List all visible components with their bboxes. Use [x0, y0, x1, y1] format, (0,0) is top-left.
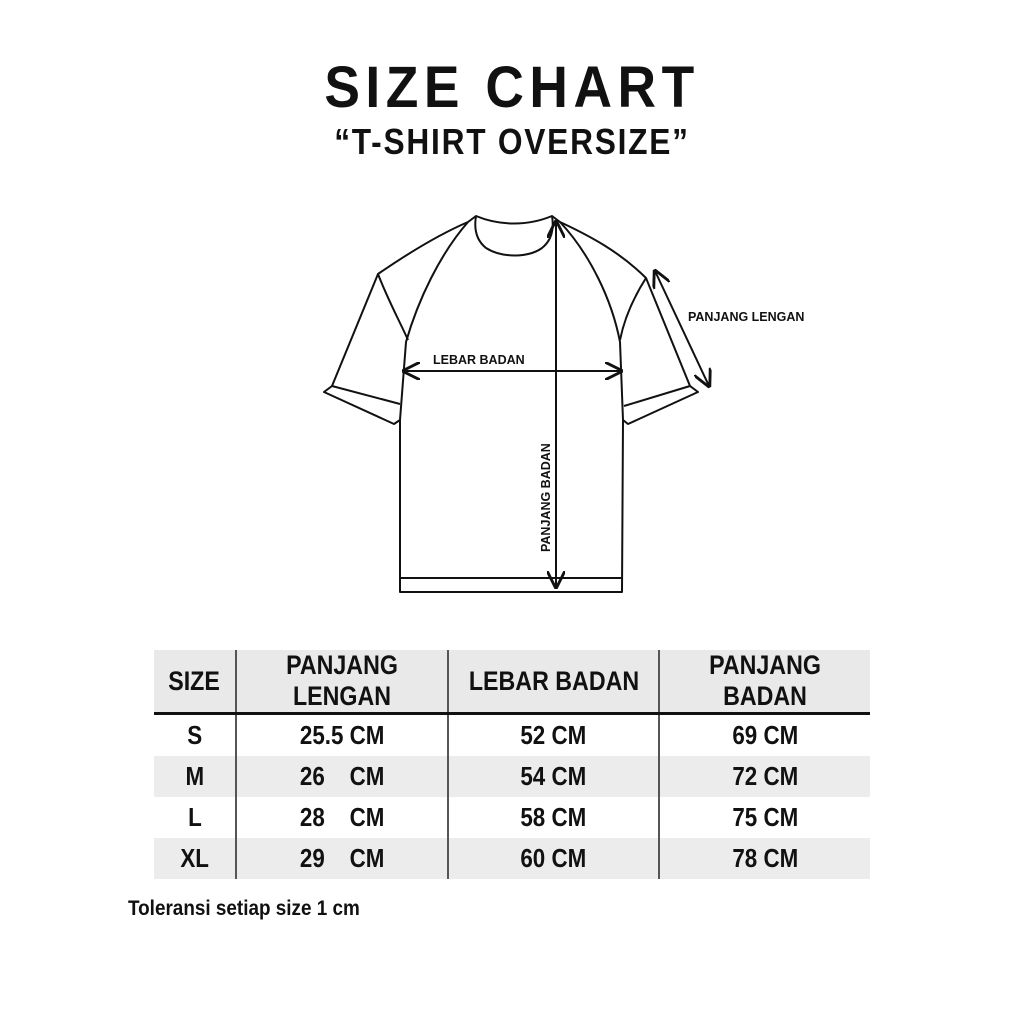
cell-lebar-badan: 58 CM — [448, 797, 659, 838]
header-panjang-lengan: PANJANG LENGAN — [236, 650, 448, 714]
tolerance-note: Toleransi setiap size 1 cm — [128, 897, 360, 920]
table-row — [154, 714, 870, 757]
label-panjang-lengan: PANJANG LENGAN — [688, 310, 805, 324]
cell-panjang-badan: 75 CM — [659, 797, 870, 838]
cell-panjang-lengan: 28 CM — [236, 797, 448, 838]
table-header-row — [154, 650, 870, 714]
cell-panjang-badan: 69 CM — [659, 714, 870, 757]
header-size: SIZE — [154, 650, 236, 714]
cell-lebar-badan: 60 CM — [448, 838, 659, 879]
label-panjang-badan: PANJANG BADAN — [539, 443, 553, 552]
cell-size: XL — [154, 838, 236, 879]
tshirt-outline — [324, 216, 698, 592]
cell-panjang-lengan: 26 CM — [236, 756, 448, 797]
table-row — [154, 797, 870, 838]
measurement-arrows — [404, 222, 709, 587]
table-row — [154, 838, 870, 879]
cell-size: M — [154, 756, 236, 797]
cell-lebar-badan: 52 CM — [448, 714, 659, 757]
cell-panjang-badan: 78 CM — [659, 838, 870, 879]
cell-panjang-lengan: 29 CM — [236, 838, 448, 879]
cell-panjang-lengan: 25.5 CM — [236, 714, 448, 757]
header-panjang-badan: PANJANG BADAN — [659, 650, 870, 714]
cell-panjang-badan: 72 CM — [659, 756, 870, 797]
size-table — [154, 650, 870, 879]
cell-lebar-badan: 54 CM — [448, 756, 659, 797]
cell-size: S — [187, 720, 202, 750]
table-row — [154, 756, 870, 797]
label-lebar-badan: LEBAR BADAN — [433, 353, 525, 367]
page-title: SIZE CHART — [324, 55, 700, 120]
cell-size: L — [187, 802, 202, 832]
page-subtitle: “T-SHIRT OVERSIZE” — [334, 121, 690, 162]
header-lebar-badan: LEBAR BADAN — [448, 650, 659, 714]
